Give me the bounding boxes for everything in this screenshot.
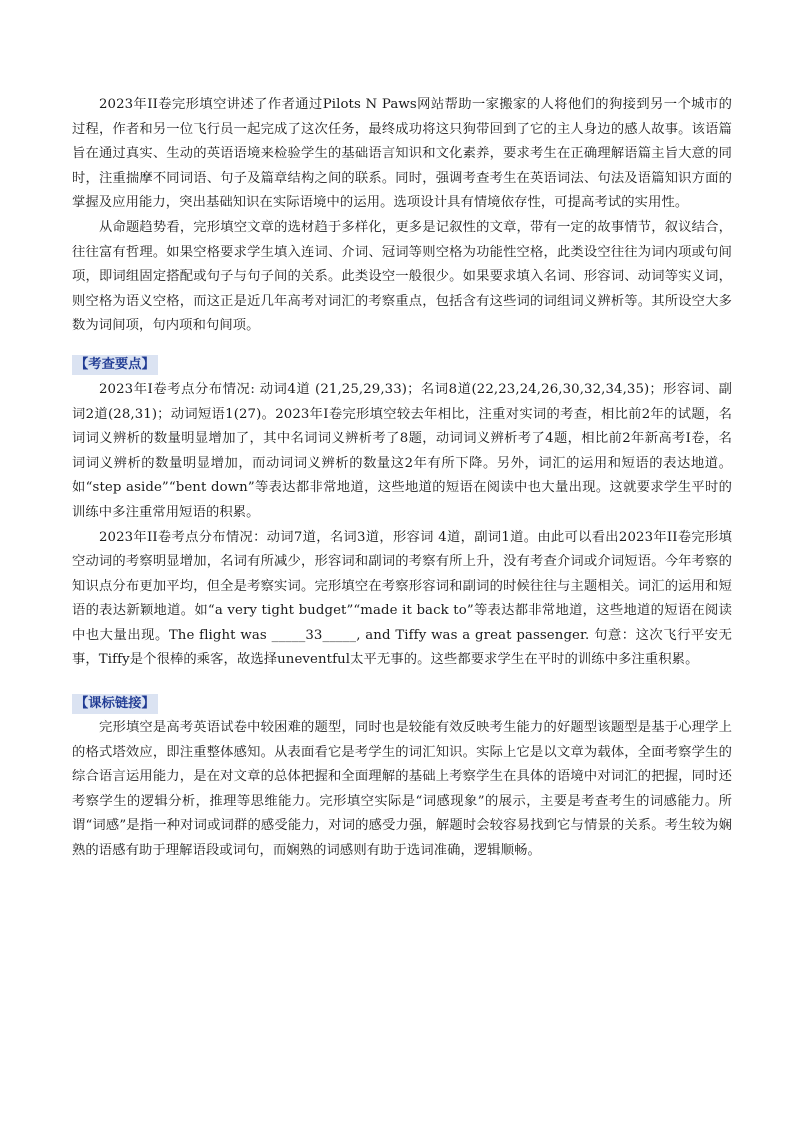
key-points-paragraph-2-text-end: , and Tiffy was a great passenger. 句意：这次飞行平安无事，Tiffy是个很棒的乘客，故选择uneventful太平无事的。这些都要求学生在平时的训练中多注重积累。 — [72, 627, 732, 668]
curriculum-label: 【课标链接】 — [72, 694, 158, 714]
key-points-paragraph-2-text: 2023年II卷考点分布情况：动词7道，名词3道，形容词 4道，副词1道。由此可以看出2023年II卷完形填空动词的考察明显增加，名词有所减少，形容词和副词的考察有所上升，没有考查介词或介词短语。今年考察的知识点分布更加平均，但全是考察实词。完形填空在考察形容词和副词的时候往往与主题相关。词汇的运用和短语的表达新颖地道。如“a very tight budget”“made it back to”等表达都非常地道，这些地道的短语在阅读中也大量出现。The flight was — [72, 529, 732, 643]
key-points-label: 【考查要点】 — [72, 355, 158, 375]
intro-paragraph-2: 从命题趋势看，完形填空文章的选材趋于多样化，更多是记叙性的文章，带有一定的故事情节，叙议结合，往往富有哲理。如果空格要求学生填入连词、介词、冠词等则空格为功能性空格，此类设空往往为词内项或句间项，即词组固定搭配或句子与句子间的关系。此类设空一般很少。如果要求填入名词、形容词、动词等实义词，则空格为语义空格，而这正是近几年高考对词汇的考察重点，包括含有这些词的词组词义辨析等。其所设空大多数为词间项，句内项和句间项。 — [72, 219, 732, 334]
key-points-heading — [72, 353, 732, 378]
curriculum-paragraph-1: 完形填空是高考英语试卷中较困难的题型，同时也是较能有效反映考生能力的好题型该题型是基于心理学上的格式塔效应，即注重整体感知。从表面看它是考学生的词汇知识。实际上它是以文章为载体，全面考察学生的综合语言运用能力，是在对文章的总体把握和全面理解的基础上考察学生在具体的语境中对词汇的把握，同时还考察学生的逻辑分析，推理等思维能力。完形填空实际是“词感现象”的展示，主要是考查考生的词感能力。所谓“词感”是指一种对词或词群的感受能力，对词的感受力强，解题时会较容易找到它与情景的关系。考生较为娴熟的语感有助于理解语段或词句，而娴熟的词感则有助于选词准确，逻辑顺畅。 — [72, 720, 732, 859]
key-points-paragraph-2 — [72, 526, 732, 674]
intro-paragraph-1: 2023年II卷完形填空讲述了作者通过Pilots N Paws网站帮助一家搬家的人将他们的狗接到另一个城市的过程，作者和另一位飞行员一起完成了这次任务，最终成功将这只狗带回到了它的主人身边的感人故事。该语篇旨在通过真实、生动的英语语境来检验学生的基础语言知识和文化素养，要求考生在正确理解语篇主旨大意的同时，注重揣摩不同词语、句子及篇章结构之间的联系。同时，强调考查考生在英语词法、句法及语篇知识方面的掌握及应用能力，突出基础知识在实际语境中的运用。选项设计具有情境依存性，可提高考试的实用性。 — [72, 97, 732, 211]
key-points-paragraph-1: 2023年I卷考点分布情况: 动词4道 (21,25,29,33)；名词8道(22,23,24,26,30,32,34,35)；形容词、副词2道(28,31)；动词短语1(27)。2023年I卷完形填空较去年相比，注重对实词的考查，相比前2年的试题，名词词义辨析的数量明显增加了，其中名词词义辨析考了8题，动词词义辨析考了4题，相比前2年新高考I卷，名词词义辨析的数量明显增加，而动词词义辨析的数量这2年有所下降。另外，词汇的运用和短语的表达地道。如“step aside”“bent down”等表达都非常地道，这些地道的短语在阅读中也大量出现。这就要求学生平时的训练中多注重常用短语的积累。 — [72, 381, 732, 520]
fill-in-blank: _____33_____ — [271, 627, 357, 643]
document-page — [72, 93, 732, 864]
curriculum-heading — [72, 691, 732, 716]
